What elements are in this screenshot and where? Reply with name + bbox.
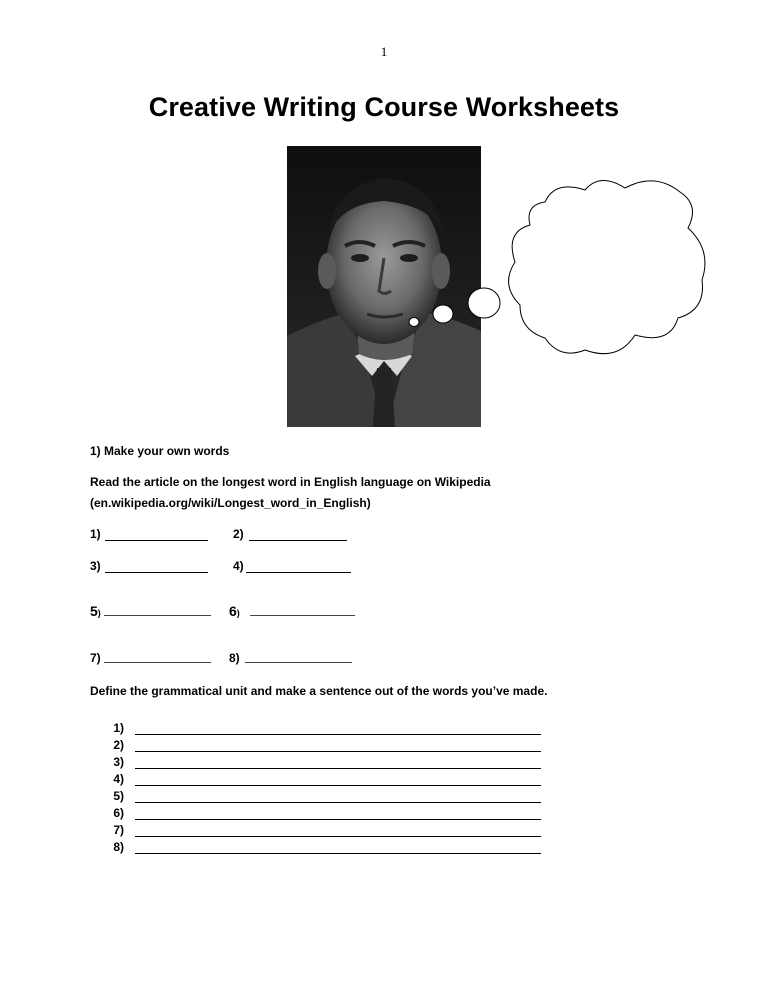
sentence-label-5: 5) [113, 789, 124, 803]
section1-heading: 1) Make your own words [90, 444, 230, 458]
word-blank-label-7: 7) [90, 651, 101, 665]
word-blank-paren-5: ) [97, 608, 101, 618]
word-blank-4[interactable] [246, 572, 351, 573]
sentence-label-2: 2) [113, 738, 124, 752]
page-number: 1 [380, 44, 388, 59]
portrait-illustration [287, 146, 481, 427]
word-blank-2[interactable] [249, 540, 347, 541]
sentence-label-3: 3) [113, 755, 124, 769]
sentence-line-3[interactable] [135, 768, 541, 769]
sentence-line-1[interactable] [135, 734, 541, 735]
sentence-line-2[interactable] [135, 751, 541, 752]
sentence-line-5[interactable] [135, 802, 541, 803]
sentence-line-8[interactable] [135, 853, 541, 854]
sentence-label-1: 1) [113, 721, 124, 735]
sentence-label-6: 6) [113, 806, 124, 820]
sentence-line-7[interactable] [135, 836, 541, 837]
word-blank-number-6: 6 [229, 603, 237, 619]
word-blank-number-5: 5 [90, 603, 98, 619]
section1-instruction-line1: Read the article on the longest word in English language on Wikipedia [90, 475, 491, 489]
sentence-label-4: 4) [113, 772, 124, 786]
word-blank-5[interactable] [104, 615, 211, 616]
word-blank-label-5 [90, 603, 101, 619]
page-title: Creative Writing Course Worksheets [148, 92, 620, 122]
word-blank-label-2: 2) [233, 527, 244, 541]
word-blank-1[interactable] [105, 540, 208, 541]
word-blank-label-8: 8) [229, 651, 240, 665]
section1-instruction-line2: (en.wikipedia.org/wiki/Longest_word_in_English) [90, 496, 371, 510]
word-blank-7[interactable] [104, 662, 211, 663]
sentence-label-8: 8) [113, 840, 124, 854]
word-blank-label-4: 4) [233, 559, 244, 573]
sentence-line-4[interactable] [135, 785, 541, 786]
word-blank-label-3: 3) [90, 559, 101, 573]
sentence-line-6[interactable] [135, 819, 541, 820]
portrait-photo [287, 146, 481, 427]
word-blank-label-6 [229, 603, 240, 619]
word-blank-label-1: 1) [90, 527, 101, 541]
word-blank-8[interactable] [245, 662, 352, 663]
section2-instruction: Define the grammatical unit and make a sentence out of the words you’ve made. [90, 684, 548, 698]
word-blank-6[interactable] [250, 615, 355, 616]
word-blank-3[interactable] [105, 572, 208, 573]
word-blank-paren-6: ) [236, 608, 240, 618]
sentence-label-7: 7) [113, 823, 124, 837]
